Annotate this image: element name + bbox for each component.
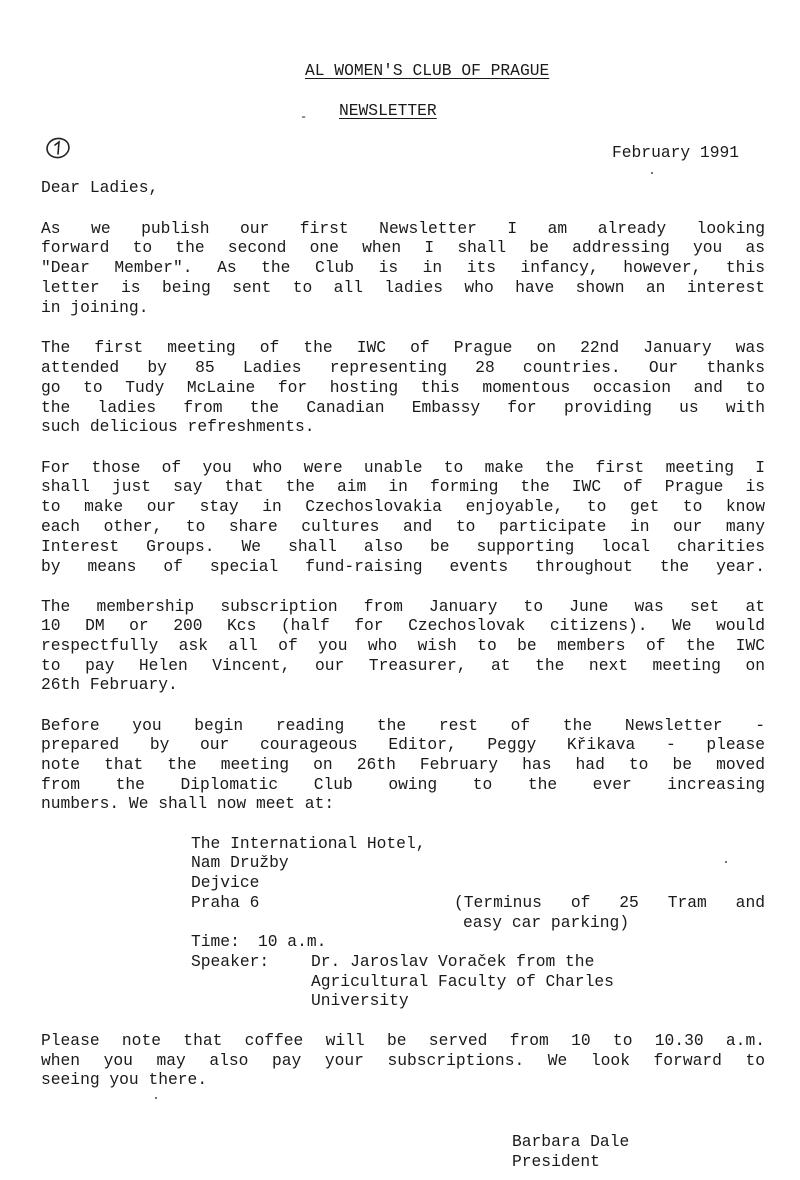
signature-title: President xyxy=(512,1152,600,1171)
venue-street: Nam Družby xyxy=(191,853,289,872)
paragraph-line: the ladies from the Canadian Embassy for providing us with xyxy=(41,398,765,417)
paragraph-line: respectfully ask all of you who wish to be members of the IWC xyxy=(41,636,765,655)
paragraph-line: shall just say that the aim in forming the IWC of Prague is xyxy=(41,477,765,496)
paragraph-line: each other, to share cultures and to participate in our many xyxy=(41,517,765,536)
venue-city: Praha 6 xyxy=(191,893,260,912)
paragraph-line: prepared by our courageous Editor, Peggy Křikava - please xyxy=(41,735,765,754)
venue-note-line: (Terminus of 25 Tram and xyxy=(454,893,765,912)
paragraph-line: Interest Groups. We shall also be supporting local charities xyxy=(41,537,765,556)
paragraph-line: go to Tudy McLaine for hosting this momentous occasion and to xyxy=(41,378,765,397)
paper-speck xyxy=(155,1097,157,1099)
speaker-line: Dr. Jaroslav Voraček from the xyxy=(311,952,595,971)
paper-speck xyxy=(725,861,727,863)
header-dash: - xyxy=(300,110,308,124)
speaker-label: Speaker: xyxy=(191,952,270,971)
paragraph-line: The first meeting of the IWC of Prague on 22nd January was xyxy=(41,338,765,357)
paragraph-line: to pay Helen Vincent, our Treasurer, at the next meeting on xyxy=(41,656,765,675)
paragraph-line: in joining. xyxy=(41,298,149,317)
paragraph-line: when you may also pay your subscriptions. We look forward to xyxy=(41,1051,765,1070)
paragraph-line: The membership subscription from January to June was set at xyxy=(41,597,765,616)
speaker-line: University xyxy=(311,991,409,1010)
paragraph-line: such delicious refreshments. xyxy=(41,417,315,436)
signature-name: Barbara Dale xyxy=(512,1132,630,1151)
paragraph-line: 26th February. xyxy=(41,675,178,694)
paragraph-line: numbers. We shall now meet at: xyxy=(41,794,335,813)
paragraph-line: Please note that coffee will be served from 10 to 10.30 a.m. xyxy=(41,1031,765,1050)
paragraph-line: For those of you who were unable to make the first meeting I xyxy=(41,458,765,477)
paragraph-line: from the Diplomatic Club owing to the ever increasing xyxy=(41,775,765,794)
paragraph-line: "Dear Member". As the Club is in its infancy, however, this xyxy=(41,258,765,277)
venue-district: Dejvice xyxy=(191,873,260,892)
paragraph-line: Before you begin reading the rest of the Newsletter - xyxy=(41,716,765,735)
paper-speck xyxy=(651,172,653,174)
newsletter-label: NEWSLETTER xyxy=(339,101,437,120)
salutation: Dear Ladies, xyxy=(41,178,159,197)
venue-note-line: easy car parking) xyxy=(463,913,630,932)
letter-date: February 1991 xyxy=(612,143,740,162)
time-label: Time: xyxy=(191,932,240,951)
paragraph-line: As we publish our first Newsletter I am already looking xyxy=(41,219,765,238)
paragraph-line: 10 DM or 200 Kcs (half for Czechoslovak citizens). We would xyxy=(41,616,765,635)
paragraph-line: forward to the second one when I shall be addressing you as xyxy=(41,238,765,257)
paragraph-line: seeing you there. xyxy=(41,1070,208,1089)
paragraph-line: by means of special fund-raising events throughout the year. xyxy=(41,557,765,576)
paragraph-line: to make our stay in Czechoslovakia enjoyable, to get to know xyxy=(41,497,765,516)
handwritten-number-mark xyxy=(44,136,72,160)
speaker-line: Agricultural Faculty of Charles xyxy=(311,972,614,991)
time-value: 10 a.m. xyxy=(258,932,327,951)
paragraph-line: note that the meeting on 26th February has had to be moved xyxy=(41,755,765,774)
club-title: AL WOMEN'S CLUB OF PRAGUE xyxy=(305,61,550,80)
paragraph-line: attended by 85 Ladies representing 28 countries. Our thanks xyxy=(41,358,765,377)
paragraph-line: letter is being sent to all ladies who have shown an interest xyxy=(41,278,765,297)
venue-hotel: The International Hotel, xyxy=(191,834,426,853)
